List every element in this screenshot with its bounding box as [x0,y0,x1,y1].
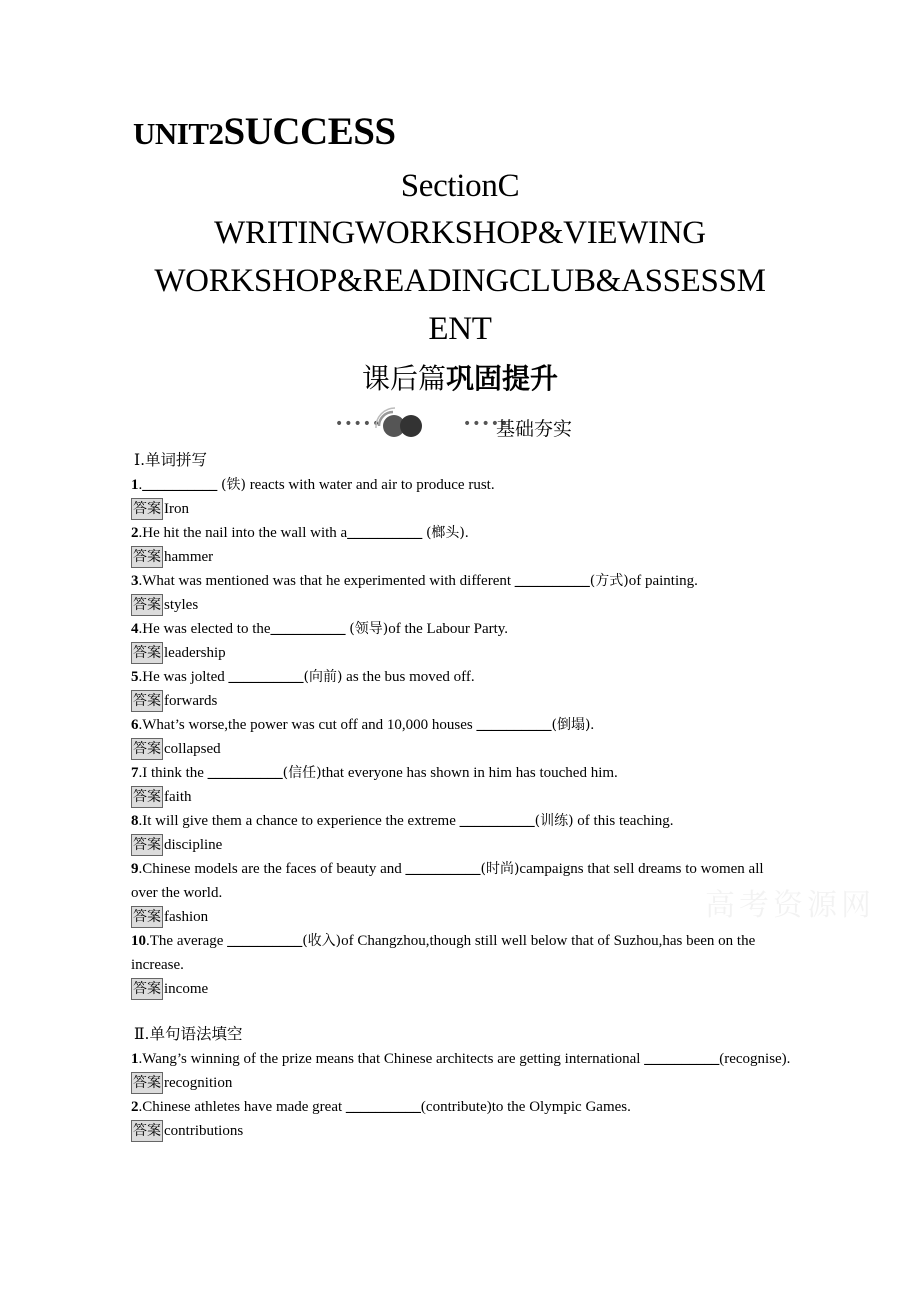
subtitle [0,360,920,398]
answer-blank: __________ [514,573,590,589]
answer-row [131,641,791,665]
topic-line-1: WRITINGWORKSHOP&VIEWING [214,215,706,251]
question-item [131,1047,791,1071]
question-item [131,761,791,785]
section-1-title: .单词拼写 [140,451,208,469]
watermark-decoration: 高考资源网 [705,888,875,923]
answer-row [131,1119,791,1143]
answer-blank: __________ [270,621,346,637]
answer-row [131,497,791,521]
answer-blank: __________ [228,669,304,685]
question-text-before: .He hit the nail into the wall with a [138,525,348,541]
question-number: 3 [131,573,139,589]
answer-badge: 答案 [131,642,163,664]
question-item [131,929,791,977]
question-item [131,617,791,641]
answer-row [131,737,791,761]
answer-text: styles [164,597,199,613]
answer-row [131,689,791,713]
answer-blank: __________ [345,1099,421,1115]
question-item [131,521,791,545]
chinese-hint: (铁) [221,477,246,493]
answer-blank: __________ [405,861,481,877]
question-number: 6 [131,717,139,733]
section-2-items [131,1047,791,1143]
question-number: 8 [131,813,139,829]
answer-badge: 答案 [131,546,163,568]
answer-row [131,593,791,617]
answer-blank: __________ [207,765,283,781]
section-1-items [131,473,791,1001]
question-text-after: of this teaching. [573,813,674,829]
question-text-before: .He was elected to the [138,621,271,637]
question-text-before: .What was mentioned was that he experimented with different [138,573,515,589]
question-number: 7 [131,765,139,781]
question-item [131,665,791,689]
answer-text: collapsed [164,741,221,757]
section-1-heading [131,449,791,473]
chinese-hint: (信任) [282,765,322,781]
unit-name: SUCCESS [223,110,396,153]
answer-text: contributions [164,1123,244,1139]
question-item [131,713,791,737]
chinese-hint: (训练) [534,813,574,829]
question-number: 9 [131,861,139,877]
question-number: 5 [131,669,139,685]
banner-label: 基础夯实 [496,418,573,440]
answer-text: recognition [164,1075,233,1091]
question-text-before: .I think the [138,765,208,781]
question-number: 2 [131,525,139,541]
question-item [131,809,791,833]
question-text-after: campaigns that sell dreams to women all over the world. [131,861,764,901]
question-item [131,569,791,593]
question-text-after: reacts with water and air to produce rust. [245,477,495,493]
chinese-hint: (时尚) [480,861,520,877]
banner-logo-icon [373,404,433,444]
section-1-roman: Ⅰ [134,451,141,469]
section-2-roman: Ⅱ [134,1025,145,1043]
answer-text: forwards [164,693,218,709]
answer-blank: __________ [476,717,552,733]
answer-row [131,545,791,569]
chinese-hint: (倒塌) [551,717,591,733]
question-text-after: . [590,717,595,733]
exercise-content [131,449,791,1143]
question-item [131,1095,791,1119]
question-text-after: (recognise). [719,1051,791,1067]
question-item [131,473,791,497]
answer-badge: 答案 [131,786,163,808]
answer-blank: __________ [142,477,218,493]
question-text-before: .It will give them a chance to experience the extreme [138,813,460,829]
answer-blank: __________ [459,813,535,829]
question-number: 1 [131,477,139,493]
answer-row [131,785,791,809]
question-text-before: .He was jolted [138,669,229,685]
answer-blank: __________ [644,1051,720,1067]
topic-line-2: WORKSHOP&READINGCLUB&ASSESSM [154,263,766,299]
question-text-after: of painting. [628,573,698,589]
question-text-after: of the Labour Party. [388,621,509,637]
answer-badge: 答案 [131,906,163,928]
answer-text: discipline [164,837,223,853]
question-item [131,857,791,905]
answer-blank: __________ [227,933,303,949]
chinese-hint: (向前) [303,669,343,685]
question-number: 1 [131,1051,139,1067]
answer-text: fashion [164,909,209,925]
chinese-hint: (榔头) [425,525,465,541]
answer-text: Iron [164,501,189,517]
dots-decoration-left: ••••• [335,416,382,432]
section-gap [131,1001,791,1023]
dots-decoration-right: ••••• [463,416,510,432]
answer-row [131,905,791,929]
question-text-after: that everyone has shown in him has touched him. [321,765,618,781]
answer-text: leadership [164,645,226,661]
answer-badge: 答案 [131,498,163,520]
chinese-hint: (领导) [349,621,389,637]
answer-blank: __________ [347,525,423,541]
answer-text: hammer [164,549,214,565]
chinese-hint: (方式) [589,573,629,589]
answer-badge: 答案 [131,978,163,1000]
question-number: 2 [131,1099,139,1115]
topic-line-3: ENT [428,311,492,347]
section-2-heading [131,1023,791,1047]
answer-row [131,977,791,1001]
section-2-title: .单句语法填空 [144,1025,243,1043]
answer-row [131,833,791,857]
section-title: SectionC [400,168,520,204]
question-text-after: . [464,525,469,541]
subtitle-regular: 课后篇 [361,362,446,395]
question-text-after: (contribute)to the Olympic Games. [420,1099,631,1115]
question-text-before: . [138,477,143,493]
question-text-after: as the bus moved off. [342,669,475,685]
subtitle-bold: 巩固提升 [446,362,559,395]
question-text-after: of Changzhou,though still well below that of Suzhou,has been on the increase. [131,933,756,973]
question-text-before: .Chinese athletes have made great [138,1099,346,1115]
answer-text: faith [164,789,192,805]
answer-badge: 答案 [131,738,163,760]
answer-text: income [164,981,209,997]
answer-badge: 答案 [131,834,163,856]
question-text-before: .What’s worse,the power was cut off and 10,000 houses [138,717,477,733]
question-text-before: .The average [146,933,228,949]
question-number: 10 [131,933,146,949]
answer-badge: 答案 [131,690,163,712]
question-number: 4 [131,621,139,637]
question-text-before: .Wang’s winning of the prize means that Chinese architects are getting international [138,1051,645,1067]
unit-title [133,112,396,151]
chinese-hint: (收入) [302,933,342,949]
unit-prefix: UNIT2 [133,116,224,151]
section-banner [335,404,595,448]
answer-row [131,1071,791,1095]
answer-badge: 答案 [131,594,163,616]
question-text-before: .Chinese models are the faces of beauty and [138,861,406,877]
answer-badge: 答案 [131,1072,163,1094]
answer-badge: 答案 [131,1120,163,1142]
